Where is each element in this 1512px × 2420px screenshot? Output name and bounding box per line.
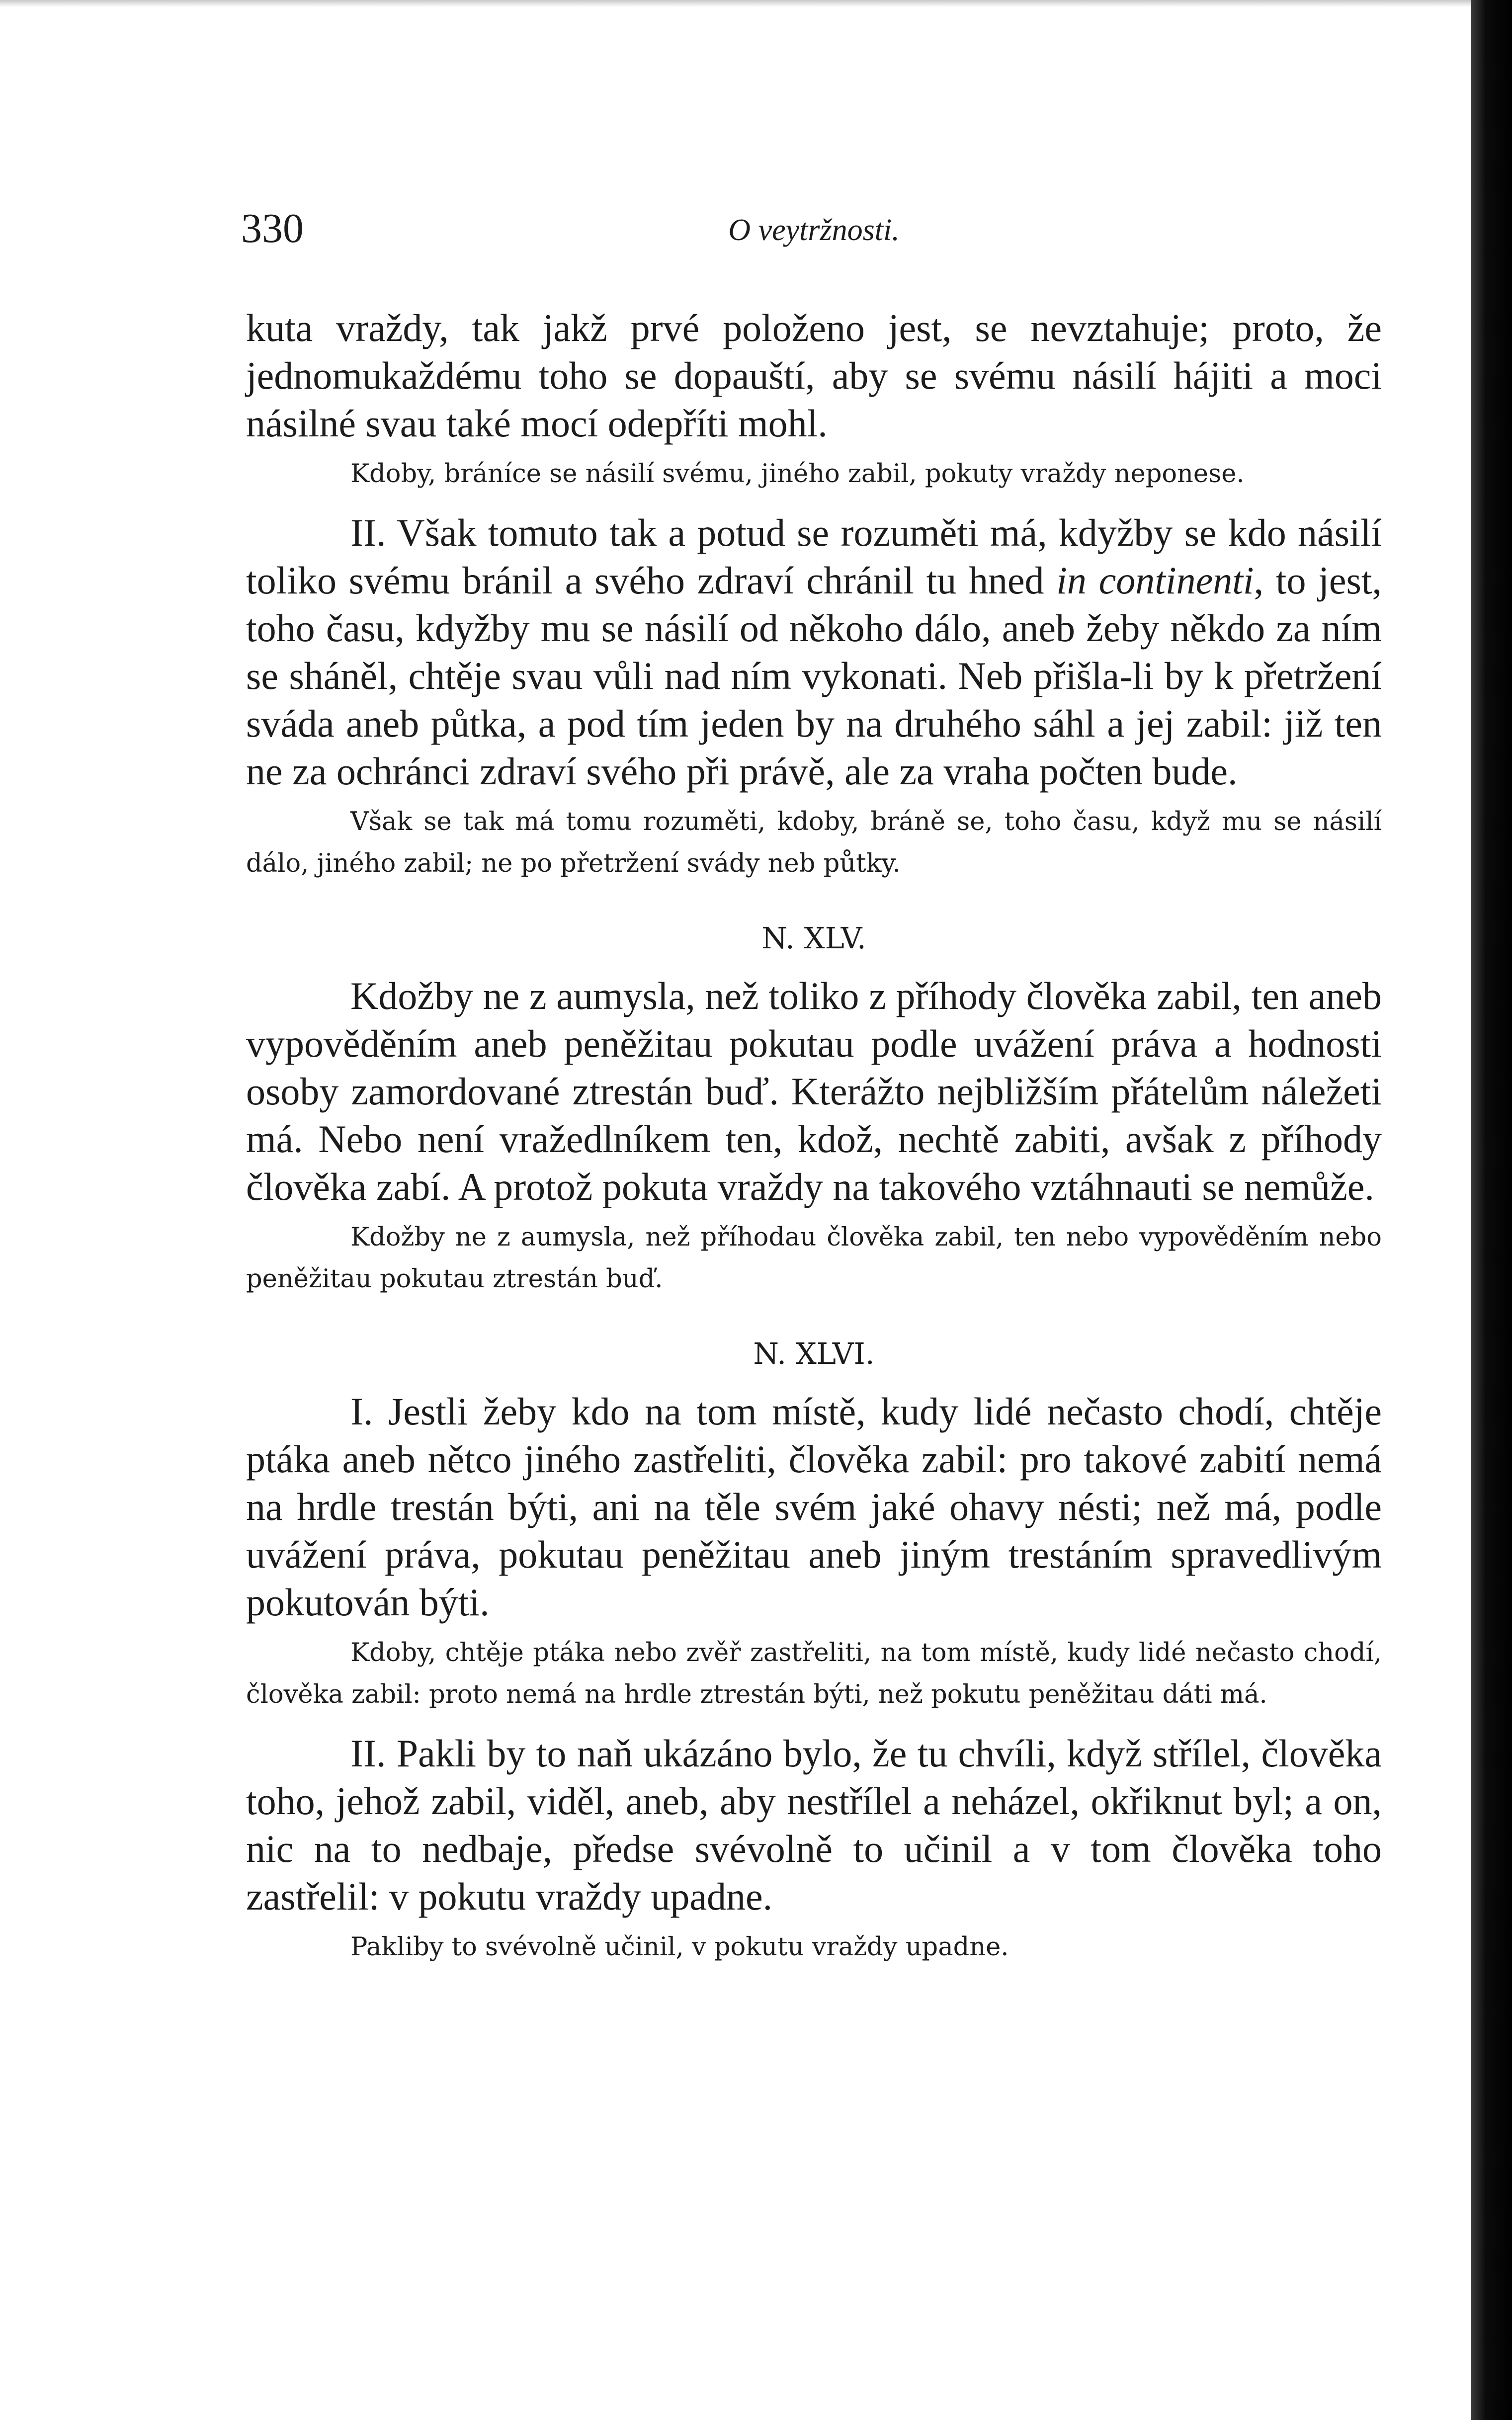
paragraph: I. Jestli žeby kdo na tom místě, kudy lidé nečasto chodí, chtěje ptáka aneb nětco jiného zastřeliti, člověka zabil: pro takové zabití nemá na hrdle trestán býti, ani na těle svém jaké ohavy nésti; než má, podle uvážení práva, pokutau peněžitau aneb jiným trestáním spravedlivým pokutován býti. xyxy=(246,1390,1382,1624)
scan-border-right xyxy=(1471,0,1512,2420)
marginal-summary-note: Kdoby, chtěje ptáka nebo zvěř zastřeliti, na tom místě, kudy lidé nečasto chodí, člověka zabil: proto nemá na hrdle ztrestán býti, než pokutu peněžitau dáti má. xyxy=(246,1638,1382,1709)
page-number: 330 xyxy=(241,205,304,251)
paragraph: Kdožby ne z aumysla, než toliko z příhody člověka zabil, ten aneb vypověděním aneb peněžitau pokutau podle uvážení práva a hodnosti osoby zamordované ztrestán buď. Kterážto nejbližším přátelům náležeti má. Nebo není vražedlníkem ten, kdož, nechtě zabiti, avšak z příhody člověka zabí. A protož pokuta vraždy na takového vztáhnauti se nemůže. xyxy=(246,974,1382,1208)
running-title: O veytržnosti. xyxy=(728,213,900,247)
book-page xyxy=(241,0,1382,2420)
marginal-summary-note: Však se tak má tomu rozuměti, kdoby, bráně se, toho času, když mu se násilí dálo, jiného zabil; ne po přetržení svády neb půtky. xyxy=(246,807,1382,878)
section-heading: N. XLV. xyxy=(761,921,866,955)
latin-phrase: in continenti xyxy=(1056,559,1254,602)
running-header xyxy=(241,204,1382,253)
paragraph: II. Pakli by to naň ukázáno bylo, že tu chvíli, když střílel, člověka toho, jehož zabil, viděl, aneb, aby nestřílel a neházel, okřiknut byl; a on, nic na to nedbaje, předse svévolně to učinil a v tom člověka toho zastřelil: v pokutu vraždy upadne. xyxy=(246,1732,1382,1918)
marginal-summary-note: Kdožby ne z aumysla, než příhodau člověka zabil, ten nebo vypověděním nebo peněžitau pokutau ztrestán buď. xyxy=(246,1223,1382,1294)
paragraph-text: II. Však tomuto tak a potud se rozuměti má, kdyžby se kdo násilí toliko svému bránil a svého zdraví chránil tu hned xyxy=(246,511,1382,602)
marginal-summary-note: Pakliby to svévolně učinil, v pokutu vraždy upadne. xyxy=(350,1932,1009,1962)
paragraph-section-II xyxy=(246,509,1382,795)
section-heading: N. XLVI. xyxy=(753,1336,875,1371)
body-text xyxy=(246,304,1382,1968)
paragraph-text: , to jest, toho času, kdyžby mu se násilí od někoho dálo, aneb žeby někdo za ním se sháněl, chtěje svau vůli nad ním vykonati. Neb přišla-li by k přetržení sváda aneb půtka, a pod tím jeden by na druhého sáhl a jej zabil: již ten ne za ochránci zdraví svého při právě, ale za vraha počten bude. xyxy=(246,559,1382,793)
marginal-summary-note: Kdoby, bráníce se násilí svému, jiného zabil, pokuty vraždy neponese. xyxy=(350,459,1245,489)
paragraph-continuation: kuta vraždy, tak jakž prvé položeno jest, se nevztahuje; proto, že jednomukaždému toho se dopauští, aby se svému násilí hájiti a moci násilné svau také mocí odepříti mohl. xyxy=(246,306,1382,445)
